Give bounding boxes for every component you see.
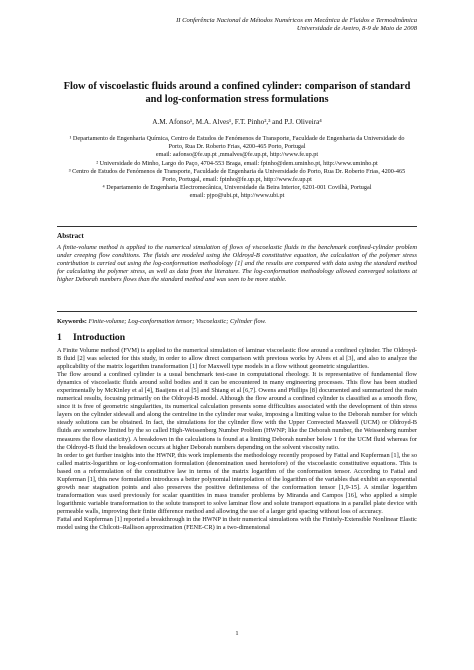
affiliation-1-email: email: aafonso@fe.up.pt ,mmalves@fe.up.pt, http://www.fe.up.pt [155,151,319,159]
affiliation-4: ⁴ Departamento de Engenharia Electromecânica, Universidade da Beira Interior, 6201-001 Covilhã, Portugal [102,184,372,192]
author-list: A.M. Afonso¹, M.A. Alves¹, F.T. Pinho²,³ and P.J. Oliveira⁴ [152,118,322,126]
conference-name: II Conferência Nacional de Métodos Numéricos em Mecânica de Fluidos e Termodinâmica [176,17,417,24]
affiliation-4-email: email: pjpo@ubi.pt, http://www.ubi.pt [189,192,285,200]
intro-paragraph: In order to get further insights into the HWNP, this work implements the methodology recently proposed by Fattal and Kupferman [1], the so called matrix-logarithm or log-conformation formulation (denomination used heretofore) of the viscoelastic constitutive equations. This is based on a reformulation of the constitutive law in terms of the matrix logarithm of the conformation tensor. According to Fattal and Kupferman [1], this new formulation introduces a better polynomial interpolation of the logarithm of the variables that exhibit an exponential growth near stagnation points and also preserves the positive definiteness of the conformation tensor [1,9-15]. A similar logarithm transformation was used previously for scalar quantities in mass transfer problems by Miranda and Campos [16], who applied a simple logarithmic variable transformation to the solute transport to solve laminar flow and solute transport equations in a parallel plate device with permeable walls, improving their finite difference method and allowing the use of a larger grid spacing without loss of accuracy. [57,451,417,515]
intro-paragraph: The flow around a confined cylinder is a usual benchmark test-case in computational rheology. It is representative of fundamental flow dynamics of viscoelastic fluids around solid bodies and it can be encountered in many engineering processes. This flow has been studied experimentally by McKinley et al [4], Baaijens et al [5] and Shiang et al [6,7]. Owens and Phillips [8] documented and summarized the main numerical results, focusing primarily on the Oldroyd-B model. Although the flow around a confined cylinder is classified as a smooth flow, since it is free of geometric singularities, its numerical calculation presents some difficulties associated with the development of thin stress layers on the cylinder sidewall and along the centreline in the cylinder rear wake, imposing a limiting value to the Deborah number for which steady solutions can be obtained. In fact, the simulations for the cylinder flow with the Upper Convected Maxwell (UCM) or Oldroyd-B fluids are somehow limited by the so called High-Weissenberg Number Problem (HWNP; like the Deborah number, the Weissenberg number measures the flow elasticity). A breakdown in the calculations is found at a limiting Deborah number below 1 for the UCM fluid whereas for the Oldroyd-B fluid the breakdown occurs at higher Deborah numbers depending on the solvent viscosity ratio. [57,371,417,451]
intro-paragraph: A Finite Volume method (FVM) is applied to the numerical simulation of laminar viscoelastic flow around a confined cylinder. The Oldroyd-B fluid [2] was selected for this study, in order to allow direct comparison with previous works by Alves et al [3], and also to analyze the applicability of the matrix logarithm transformation [1] for Maxwell type models in a flow without geometric singularities. [57,347,417,371]
section-heading [57,332,125,343]
keywords-label: Keywords: [57,318,87,325]
section-number: 1 [57,332,62,343]
abstract-heading: Abstract [57,232,84,240]
section-title: Introduction [73,332,126,343]
intro-paragraph: Fattal and Kupferman [1] reported a breakthrough in the HWNP in their numerical simulations with the Finitely-Extensible Nonlinear Elastic model using the Chilcott–Rallison approximation (FENE-CR) in a two-dimensional [57,515,417,532]
abstract-text: A finite-volume method is applied to the numerical simulation of flows of viscoelastic fluids in the benchmark confined-cylinder problem under creeping flow conditions. The fluids are modeled using the Oldroyd-B constitutive equation, the calculation of the polymer stress contribution is carried out using the log-conformation methodology [1] and the results are compared with data using the standard method for calculating the polymer stress, as well as data from the literature. The log-conformation methodology allowed converged solutions at higher Deborah numbers flows than the standard method and was seen to be more stable. [57,244,417,284]
affiliation-3: ³ Centro de Estudos de Fenómenos de Transporte, Faculdade de Engenharia da Universidade do Porto, Rua Dr. Roberto Frias, 4200-465 Porto, Portugal, email: fpinho@fe.up.pt, http://www.fe.up.pt [68,167,406,184]
conference-header [117,17,417,33]
page-number: 1 [235,630,239,637]
affiliation-1: ¹ Departamento de Engenharia Química, Centro de Estudos de Fenómenos de Transporte, Faculdade de Engenharia da Universidade do Porto, Rua Dr. Roberto Frias, 4200-465 Porto, Portugal [69,135,405,151]
introduction-body [57,347,417,532]
abstract-top-rule [57,226,417,227]
paper-title: Flow of viscoelastic fluids around a confined cylinder: comparison of standard and log-conformation stress formulations [63,81,411,105]
affiliation-2: ² Universidade do Minho, Largo do Paço, 4704-553 Braga, email: fpinho@dem.uminho.pt, http://www.uminho.pt [96,159,378,167]
affiliations [64,135,410,201]
keywords-list: Finite-volume; Log-conformation tensor; Viscoelastic; Cylinder flow. [88,318,267,325]
keywords [57,318,417,326]
conference-venue-date: Universidade de Aveiro, 8-9 de Maio de 2008 [296,25,417,32]
abstract-bottom-rule [57,311,417,312]
